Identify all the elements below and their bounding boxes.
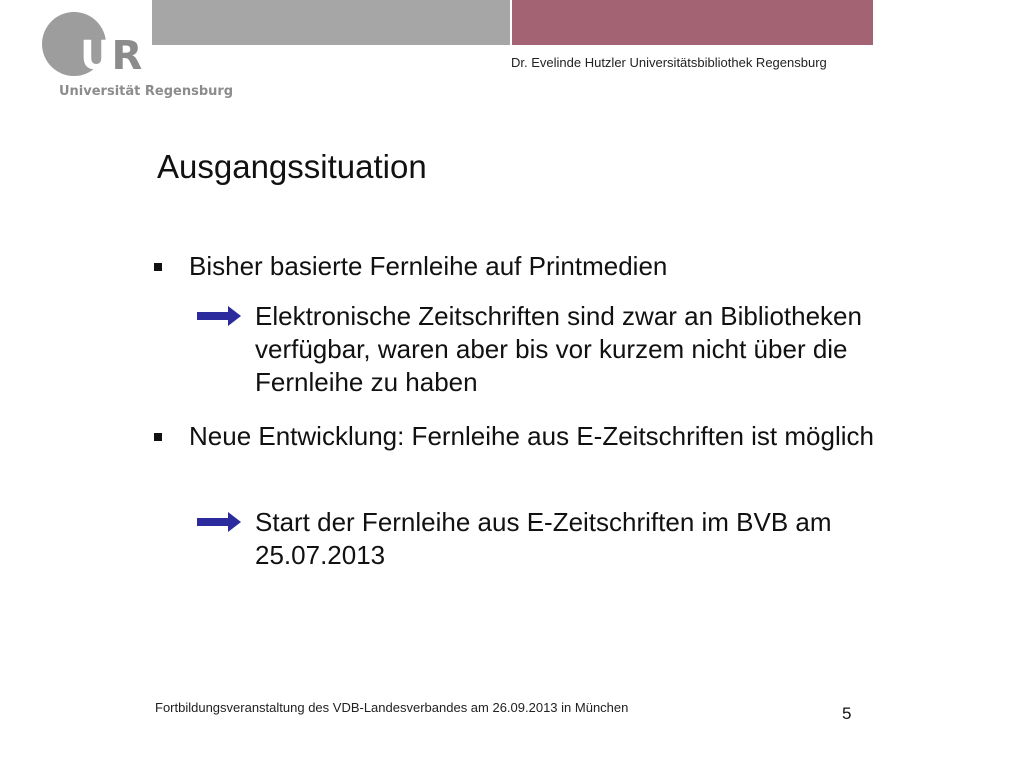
bullet-text: Bisher basierte Fernleihe auf Printmedien	[189, 251, 668, 281]
author-line: Dr. Evelinde Hutzler Universitätsbibliothek Regensburg	[511, 55, 827, 70]
slide-title: Ausgangssituation	[157, 148, 427, 185]
page-number: 5	[842, 704, 852, 723]
square-bullet-icon	[154, 263, 162, 271]
bullet-text: Neue Entwicklung: Fernleihe aus E-Zeitschriften ist möglich	[189, 421, 874, 451]
header-bar-red	[512, 0, 873, 45]
logo-letter-r: R	[111, 33, 142, 79]
square-bullet-icon	[154, 433, 162, 441]
footer-text: Fortbildungsveranstaltung des VDB-Landesverbandes am 26.09.2013 in München	[155, 700, 629, 715]
logo-letters	[80, 33, 142, 79]
sub-item-text: Start der Fernleihe aus E-Zeitschriften im BVB am 25.07.2013	[255, 507, 832, 570]
right-arrow-icon	[196, 305, 242, 327]
logo-caption: Universität Regensburg	[59, 84, 234, 99]
right-arrow-icon	[196, 511, 242, 533]
university-logo	[42, 12, 242, 102]
logo-letter-u: U	[80, 33, 112, 79]
sub-item-text: Elektronische Zeitschriften sind zwar an Bibliotheken verfügbar, waren aber bis vor kurzem nicht über die Fernleihe zu haben	[255, 301, 862, 397]
